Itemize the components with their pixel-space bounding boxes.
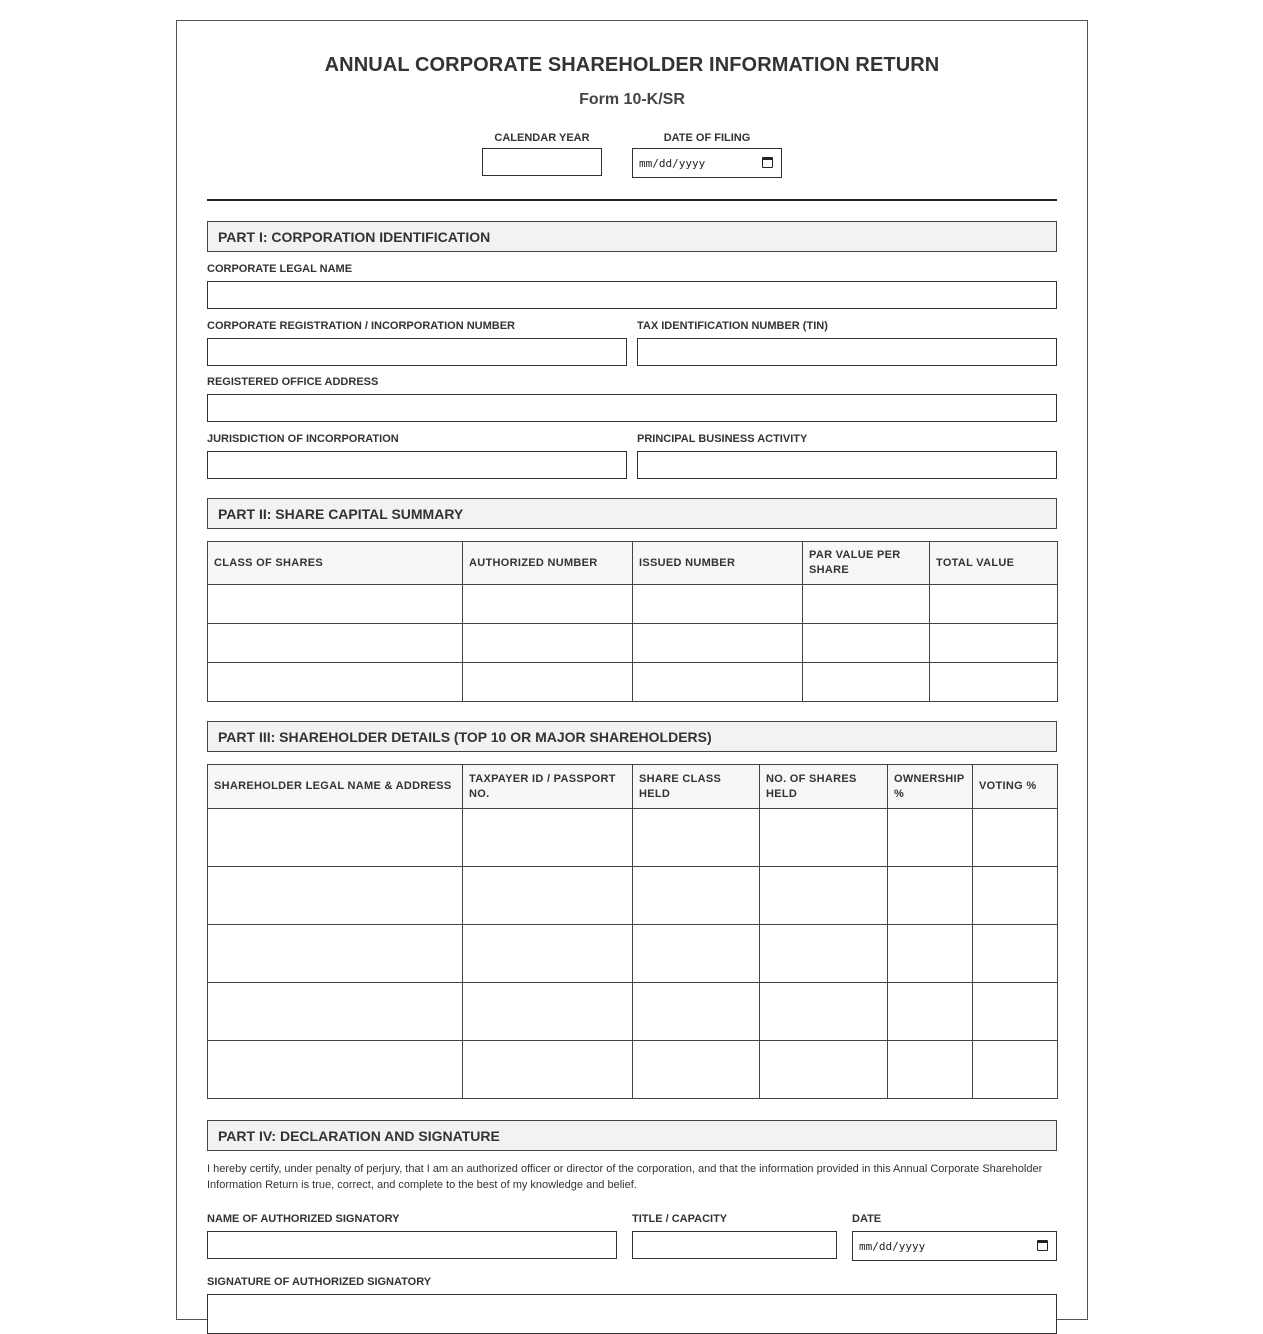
address-label: REGISTERED OFFICE ADDRESS bbox=[207, 376, 379, 388]
signatory-name-input[interactable] bbox=[207, 1231, 617, 1259]
table-row bbox=[208, 925, 1058, 983]
activity-input[interactable] bbox=[637, 451, 1057, 479]
table-cell[interactable] bbox=[463, 1041, 633, 1099]
title-capacity-input[interactable] bbox=[632, 1231, 837, 1259]
column-header: SHARE CLASS HELD bbox=[633, 765, 760, 809]
table-cell[interactable] bbox=[973, 925, 1058, 983]
title-capacity-field bbox=[632, 1213, 837, 1259]
table-row bbox=[208, 624, 1058, 663]
table-cell[interactable] bbox=[888, 1041, 973, 1099]
table-cell[interactable] bbox=[633, 1041, 760, 1099]
table-cell[interactable] bbox=[633, 624, 803, 663]
table-cell[interactable] bbox=[208, 1041, 463, 1099]
activity-field bbox=[637, 433, 1057, 479]
table-cell[interactable] bbox=[973, 983, 1058, 1041]
table-cell[interactable] bbox=[888, 809, 973, 867]
calendar-icon[interactable] bbox=[1037, 1240, 1048, 1251]
table-header-row bbox=[208, 542, 1058, 585]
signature-date-label: DATE bbox=[852, 1213, 882, 1225]
share-capital-table bbox=[207, 541, 1058, 702]
table-cell[interactable] bbox=[803, 624, 930, 663]
column-header: CLASS OF SHARES bbox=[208, 542, 463, 585]
activity-label: PRINCIPAL BUSINESS ACTIVITY bbox=[637, 433, 808, 445]
table-cell[interactable] bbox=[973, 867, 1058, 925]
address-field bbox=[207, 376, 1057, 422]
part3-heading: PART III: SHAREHOLDER DETAILS (TOP 10 OR MAJOR SHAREHOLDERS) bbox=[207, 721, 1057, 752]
table-cell[interactable] bbox=[463, 983, 633, 1041]
table-cell[interactable] bbox=[463, 925, 633, 983]
table-cell[interactable] bbox=[930, 585, 1058, 624]
column-header: TOTAL VALUE bbox=[930, 542, 1058, 585]
signatory-name-label: NAME OF AUTHORIZED SIGNATORY bbox=[207, 1213, 400, 1225]
column-header: VOTING % bbox=[973, 765, 1058, 809]
table-cell[interactable] bbox=[633, 663, 803, 702]
table-row bbox=[208, 585, 1058, 624]
table-header-row bbox=[208, 765, 1058, 809]
column-header: TAXPAYER ID / PASSPORT NO. bbox=[463, 765, 633, 809]
signature-field bbox=[207, 1276, 1057, 1334]
date-of-filing-label: DATE OF FILING bbox=[663, 132, 751, 144]
table-cell[interactable] bbox=[208, 809, 463, 867]
signature-input[interactable] bbox=[207, 1294, 1057, 1334]
column-header: PAR VALUE PER SHARE bbox=[803, 542, 930, 585]
table-cell[interactable] bbox=[633, 983, 760, 1041]
column-header: OWNERSHIP % bbox=[888, 765, 973, 809]
title-capacity-label: TITLE / CAPACITY bbox=[632, 1213, 728, 1225]
part2-heading: PART II: SHARE CAPITAL SUMMARY bbox=[207, 498, 1057, 529]
table-cell[interactable] bbox=[633, 585, 803, 624]
table-cell[interactable] bbox=[760, 867, 888, 925]
table-cell[interactable] bbox=[463, 663, 633, 702]
tin-field bbox=[637, 320, 1057, 366]
table-cell[interactable] bbox=[208, 663, 463, 702]
table-row bbox=[208, 983, 1058, 1041]
column-header: AUTHORIZED NUMBER bbox=[463, 542, 633, 585]
table-cell[interactable] bbox=[208, 925, 463, 983]
table-cell[interactable] bbox=[973, 809, 1058, 867]
signature-date-input[interactable] bbox=[852, 1231, 1057, 1261]
table-cell[interactable] bbox=[888, 983, 973, 1041]
table-row bbox=[208, 1041, 1058, 1099]
legal-name-field bbox=[207, 263, 1057, 309]
table-cell[interactable] bbox=[973, 1041, 1058, 1099]
calendar-year-label: CALENDAR YEAR bbox=[494, 132, 590, 144]
table-cell[interactable] bbox=[760, 809, 888, 867]
registration-label: CORPORATE REGISTRATION / INCORPORATION NUMBER bbox=[207, 320, 515, 332]
date-of-filing-input[interactable] bbox=[632, 148, 782, 178]
part1-heading: PART I: CORPORATION IDENTIFICATION bbox=[207, 221, 1057, 252]
date-placeholder: mm/dd/yyyy bbox=[859, 1240, 926, 1253]
table-cell[interactable] bbox=[208, 585, 463, 624]
table-cell[interactable] bbox=[463, 809, 633, 867]
table-cell[interactable] bbox=[760, 983, 888, 1041]
signature-label: SIGNATURE OF AUTHORIZED SIGNATORY bbox=[207, 1276, 432, 1288]
legal-name-input[interactable] bbox=[207, 281, 1057, 309]
table-cell[interactable] bbox=[803, 663, 930, 702]
tin-input[interactable] bbox=[637, 338, 1057, 366]
table-cell[interactable] bbox=[208, 624, 463, 663]
declaration-text: I hereby certify, under penalty of perjury, that I am an authorized officer or director of the corporation, and that the information provided in this Annual Corporate Shareholder Information Return is true, correct, and complete to the best of my knowledge and belief. bbox=[207, 1163, 1043, 1191]
table-cell[interactable] bbox=[760, 1041, 888, 1099]
signatory-name-field bbox=[207, 1213, 617, 1259]
jurisdiction-input[interactable] bbox=[207, 451, 627, 479]
table-cell[interactable] bbox=[760, 925, 888, 983]
registration-input[interactable] bbox=[207, 338, 627, 366]
date-of-filing-field bbox=[632, 132, 782, 178]
column-header: ISSUED NUMBER bbox=[633, 542, 803, 585]
calendar-icon[interactable] bbox=[762, 157, 773, 168]
signature-date-field bbox=[852, 1213, 1057, 1261]
table-cell[interactable] bbox=[888, 925, 973, 983]
calendar-year-field bbox=[482, 132, 602, 176]
tin-label: TAX IDENTIFICATION NUMBER (TIN) bbox=[637, 320, 828, 332]
table-cell[interactable] bbox=[208, 983, 463, 1041]
table-cell[interactable] bbox=[463, 867, 633, 925]
table-cell[interactable] bbox=[803, 585, 930, 624]
table-cell[interactable] bbox=[633, 867, 760, 925]
table-row bbox=[208, 867, 1058, 925]
table-cell[interactable] bbox=[930, 624, 1058, 663]
legal-name-label: CORPORATE LEGAL NAME bbox=[207, 263, 353, 275]
jurisdiction-field bbox=[207, 433, 627, 479]
jurisdiction-label: JURISDICTION OF INCORPORATION bbox=[207, 433, 399, 445]
date-placeholder: mm/dd/yyyy bbox=[639, 157, 706, 170]
shareholder-table bbox=[207, 764, 1058, 1099]
table-cell[interactable] bbox=[463, 585, 633, 624]
table-cell[interactable] bbox=[930, 663, 1058, 702]
table-cell[interactable] bbox=[888, 867, 973, 925]
form-number: Form 10-K/SR bbox=[579, 91, 685, 108]
table-cell[interactable] bbox=[633, 809, 760, 867]
column-header: NO. OF SHARES HELD bbox=[760, 765, 888, 809]
table-row bbox=[208, 809, 1058, 867]
calendar-year-input[interactable] bbox=[482, 148, 602, 176]
address-input[interactable] bbox=[207, 394, 1057, 422]
table-cell[interactable] bbox=[208, 867, 463, 925]
table-cell[interactable] bbox=[633, 925, 760, 983]
column-header: SHAREHOLDER LEGAL NAME & ADDRESS bbox=[208, 765, 463, 809]
part4-heading: PART IV: DECLARATION AND SIGNATURE bbox=[207, 1120, 1057, 1151]
table-cell[interactable] bbox=[463, 624, 633, 663]
registration-field bbox=[207, 320, 627, 366]
form-title: ANNUAL CORPORATE SHAREHOLDER INFORMATION RETURN bbox=[324, 54, 940, 76]
header-divider bbox=[207, 199, 1057, 201]
table-row bbox=[208, 663, 1058, 702]
form-page bbox=[176, 20, 1088, 1320]
